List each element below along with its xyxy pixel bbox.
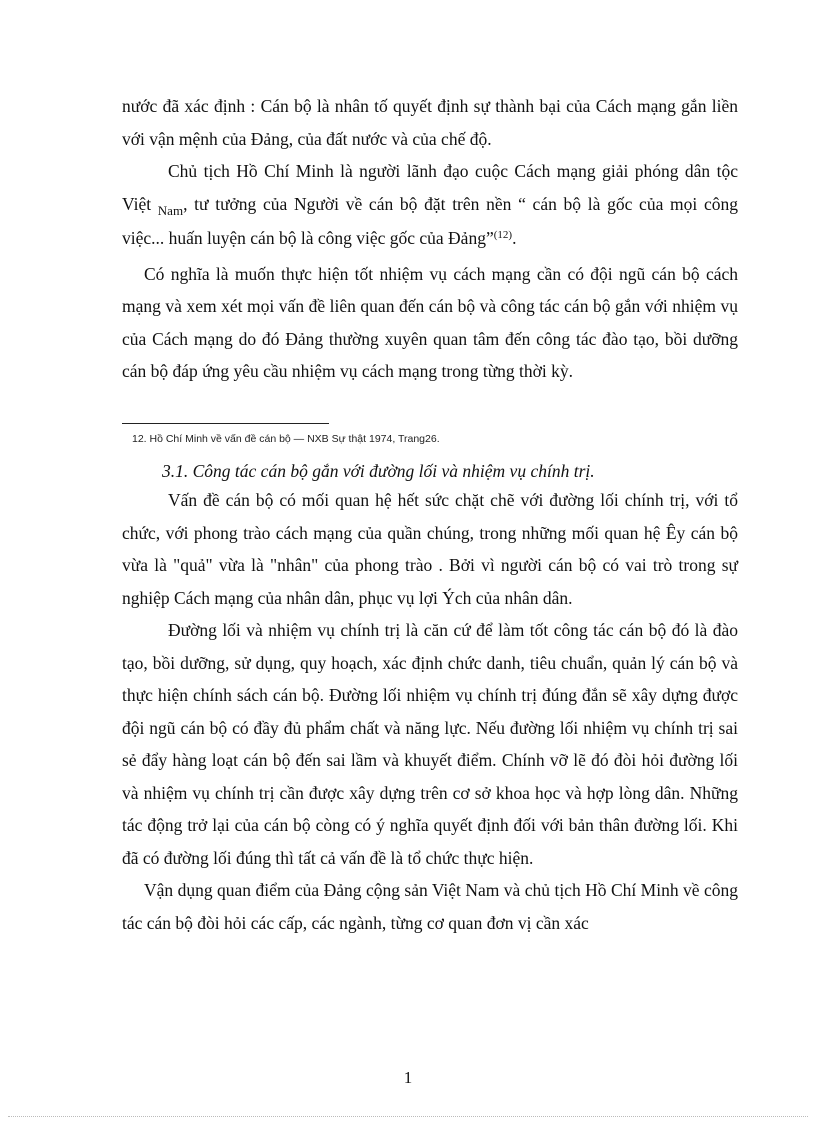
- paragraph-2-subscript: Nam: [157, 202, 184, 218]
- paragraph-5: Đường lối và nhiệm vụ chính trị là căn cứ để làm tốt công tác cán bộ đó là đào tạo, bồi dưỡng, sử dụng, quy hoạch, xác định chức danh, tiêu chuẩn, quản lý cán bộ và thực hiện chính sách cán bộ. Đường lối nhiệm vụ chính trị đúng đắn sẽ xây dựng được đội ngũ cán bộ có đầy đủ phẩm chất và năng lực. Nếu đường lối nhiệm vụ chính trị sai sẻ đẩy hàng loạt cán bộ đến sai lầm và khuyết điểm. Chính vỡ lẽ đó đòi hỏi đường lối và nhiệm vụ chính trị cần được xây dựng trên cơ sở khoa học và hợp lòng dân. Những tác động trở lại của cán bộ còng có ý nghĩa quyết định đối với bản thân đường lối. Khi đã có đường lối đúng thì tất cả vấn đề là tổ chức thực hiện.: [122, 620, 738, 868]
- body-text-bottom: [122, 484, 738, 939]
- paragraph-4: Vấn đề cán bộ có mối quan hệ hết sức chặt chẽ với đường lối chính trị, với tổ chức, với phong trào cách mạng của quần chúng, trong những mối quan hệ Êy cán bộ vừa là "quả" vừa là "nhân" của phong trào . Bởi vì người cán bộ có vai trò trong sự nghiệp Cách mạng của nhân dân, phục vụ lợi Ých của nhân dân.: [122, 490, 738, 608]
- paragraph-6: Vận dụng quan điểm của Đảng cộng sản Việt Nam và chủ tịch Hồ Chí Minh về công tác cán bộ đòi hỏi các cấp, các ngành, từng cơ quan đơn vị cần xác: [122, 880, 738, 933]
- footnote: 12. Hồ Chí Minh về vấn đề cán bộ — NXB Sự thật 1974, Trang26.: [132, 433, 440, 445]
- paragraph-2-text-b: , tư tưởng của Người về cán bộ đặt trên nền “ cán bộ là gốc của mọi công việc... huấn luyện cán bộ là công việc gốc của Đảng”: [122, 193, 738, 248]
- page-number: 1: [403, 1068, 413, 1087]
- paragraph-2-text-a: Chủ tịch Hồ Chí Minh là người lãnh đạo cuộc Cách mạng giải phóng dân tộc Việt: [122, 161, 738, 214]
- body-text-top: [122, 90, 738, 388]
- footnote-reference: (12): [493, 229, 513, 241]
- paragraph-3: Có nghĩa là muốn thực hiện tốt nhiệm vụ cách mạng cần có đội ngũ cán bộ cách mạng và xem xét mọi vấn đề liên quan đến cán bộ và công tác cán bộ gắn với nhiệm vụ của Cách mạng do đó Đảng thường xuyên quan tâm đến công tác đào tạo, bồi dưỡng cán bộ đáp ứng yêu cầu nhiệm vụ cách mạng trong từng thời kỳ.: [122, 263, 738, 381]
- paragraph-2: [122, 155, 738, 258]
- section-title: 3.1. Công tác cán bộ gắn với đường lối và nhiệm vụ chính trị.: [162, 461, 595, 481]
- paragraph-2-end: .: [512, 228, 517, 248]
- paragraph-1: nước đã xác định : Cán bộ là nhân tố quyết định sự thành bại của Cách mạng gắn liền với vận mệnh của Đảng, của đất nước và của chế độ.: [122, 96, 738, 149]
- footnote-separator: [122, 423, 329, 424]
- page-bottom-edge: [8, 1116, 808, 1117]
